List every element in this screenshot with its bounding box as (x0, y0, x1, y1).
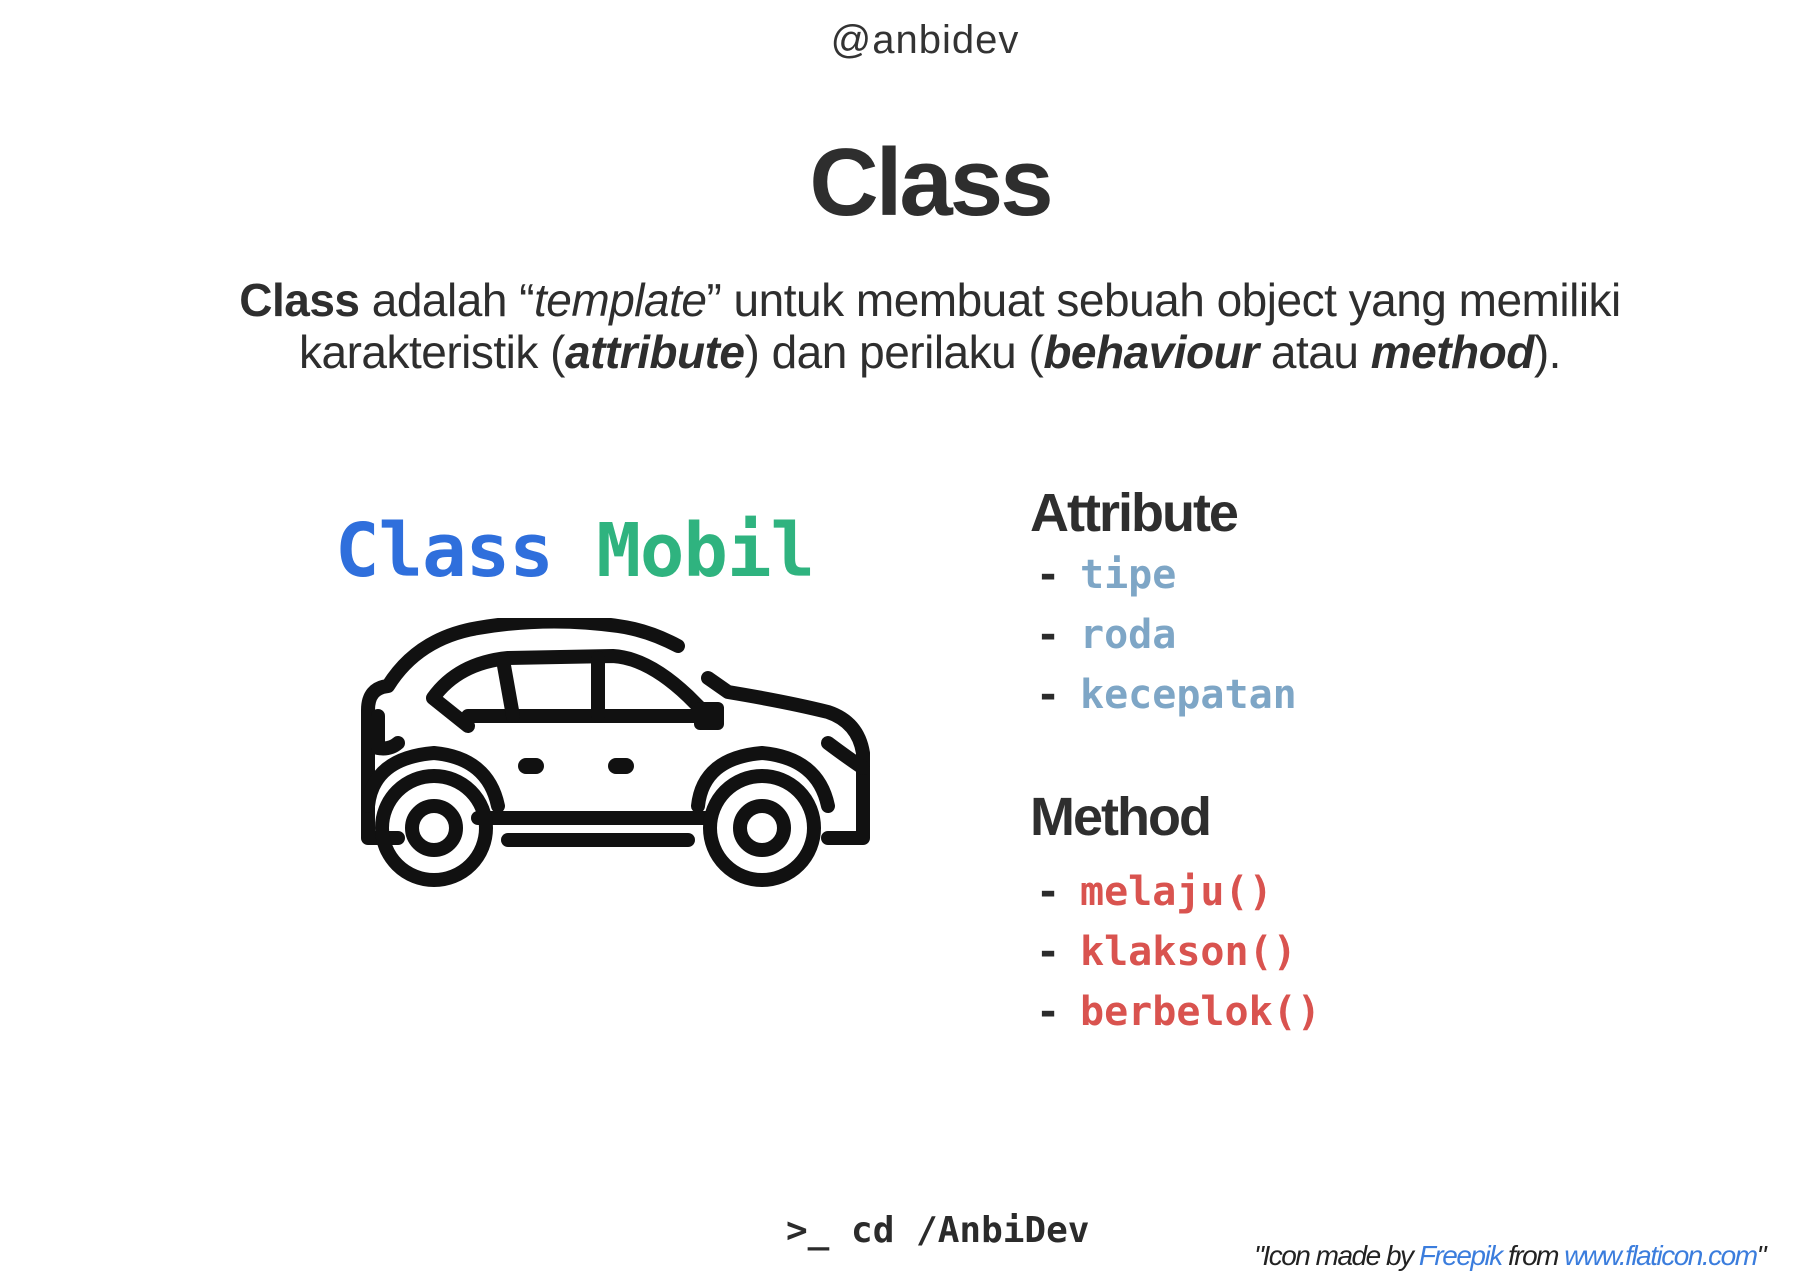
attribute-item: tipe (1080, 552, 1177, 598)
definition-text-4: atau (1258, 326, 1371, 378)
author-handle: @anbidev (830, 18, 1020, 62)
list-dash: - (1036, 672, 1061, 718)
attribute-list (1036, 545, 1297, 725)
definition-text-3: ) dan perilaku ( (744, 326, 1044, 378)
method-section-title: Method (1030, 787, 1210, 847)
definition-attribute-word: attribute (565, 326, 745, 378)
car-icon (358, 618, 888, 903)
definition-text-2: untuk membuat sebuah object yang memiliki karakteristik ( (299, 274, 1621, 378)
open-quote: “ (519, 274, 535, 326)
list-dash: - (1036, 929, 1061, 975)
list-item (1036, 665, 1297, 725)
method-item: berbelok() (1080, 989, 1321, 1035)
flaticon-link[interactable]: www.flaticon.com (1564, 1240, 1757, 1271)
credit-middle: from (1501, 1240, 1565, 1271)
definition-method-word: method (1370, 326, 1534, 378)
definition-text-5: ). (1533, 326, 1561, 378)
attribute-item: roda (1080, 612, 1177, 658)
class-name: Mobil (596, 508, 815, 594)
class-definition (120, 274, 1740, 378)
attribute-item: kecepatan (1080, 672, 1297, 718)
list-dash: - (1036, 612, 1061, 658)
list-dash: - (1036, 552, 1061, 598)
list-item (1036, 922, 1321, 982)
definition-term: Class (239, 274, 360, 326)
icon-credit (1254, 1240, 1765, 1272)
method-list (1036, 862, 1321, 1042)
class-mobil-heading (335, 508, 814, 594)
list-item (1036, 982, 1321, 1042)
method-item: melaju() (1080, 869, 1273, 915)
attribute-section-title: Attribute (1030, 483, 1237, 543)
credit-prefix: "Icon made by (1254, 1240, 1419, 1271)
list-dash: - (1036, 869, 1061, 915)
freepik-link[interactable]: Freepik (1418, 1240, 1502, 1271)
credit-suffix: " (1756, 1240, 1766, 1271)
terminal-prompt: >_ cd /AnbiDev (786, 1210, 1090, 1251)
list-item (1036, 605, 1297, 665)
method-item: klakson() (1080, 929, 1297, 975)
list-dash: - (1036, 989, 1061, 1035)
definition-text-1: adalah (359, 274, 520, 326)
class-keyword: Class (335, 508, 553, 594)
list-item (1036, 862, 1321, 922)
definition-behaviour-word: behaviour (1043, 326, 1259, 378)
close-quote: ” (706, 274, 722, 326)
page-title: Class (809, 129, 1051, 236)
list-item (1036, 545, 1297, 605)
definition-template-word: template (534, 274, 707, 326)
